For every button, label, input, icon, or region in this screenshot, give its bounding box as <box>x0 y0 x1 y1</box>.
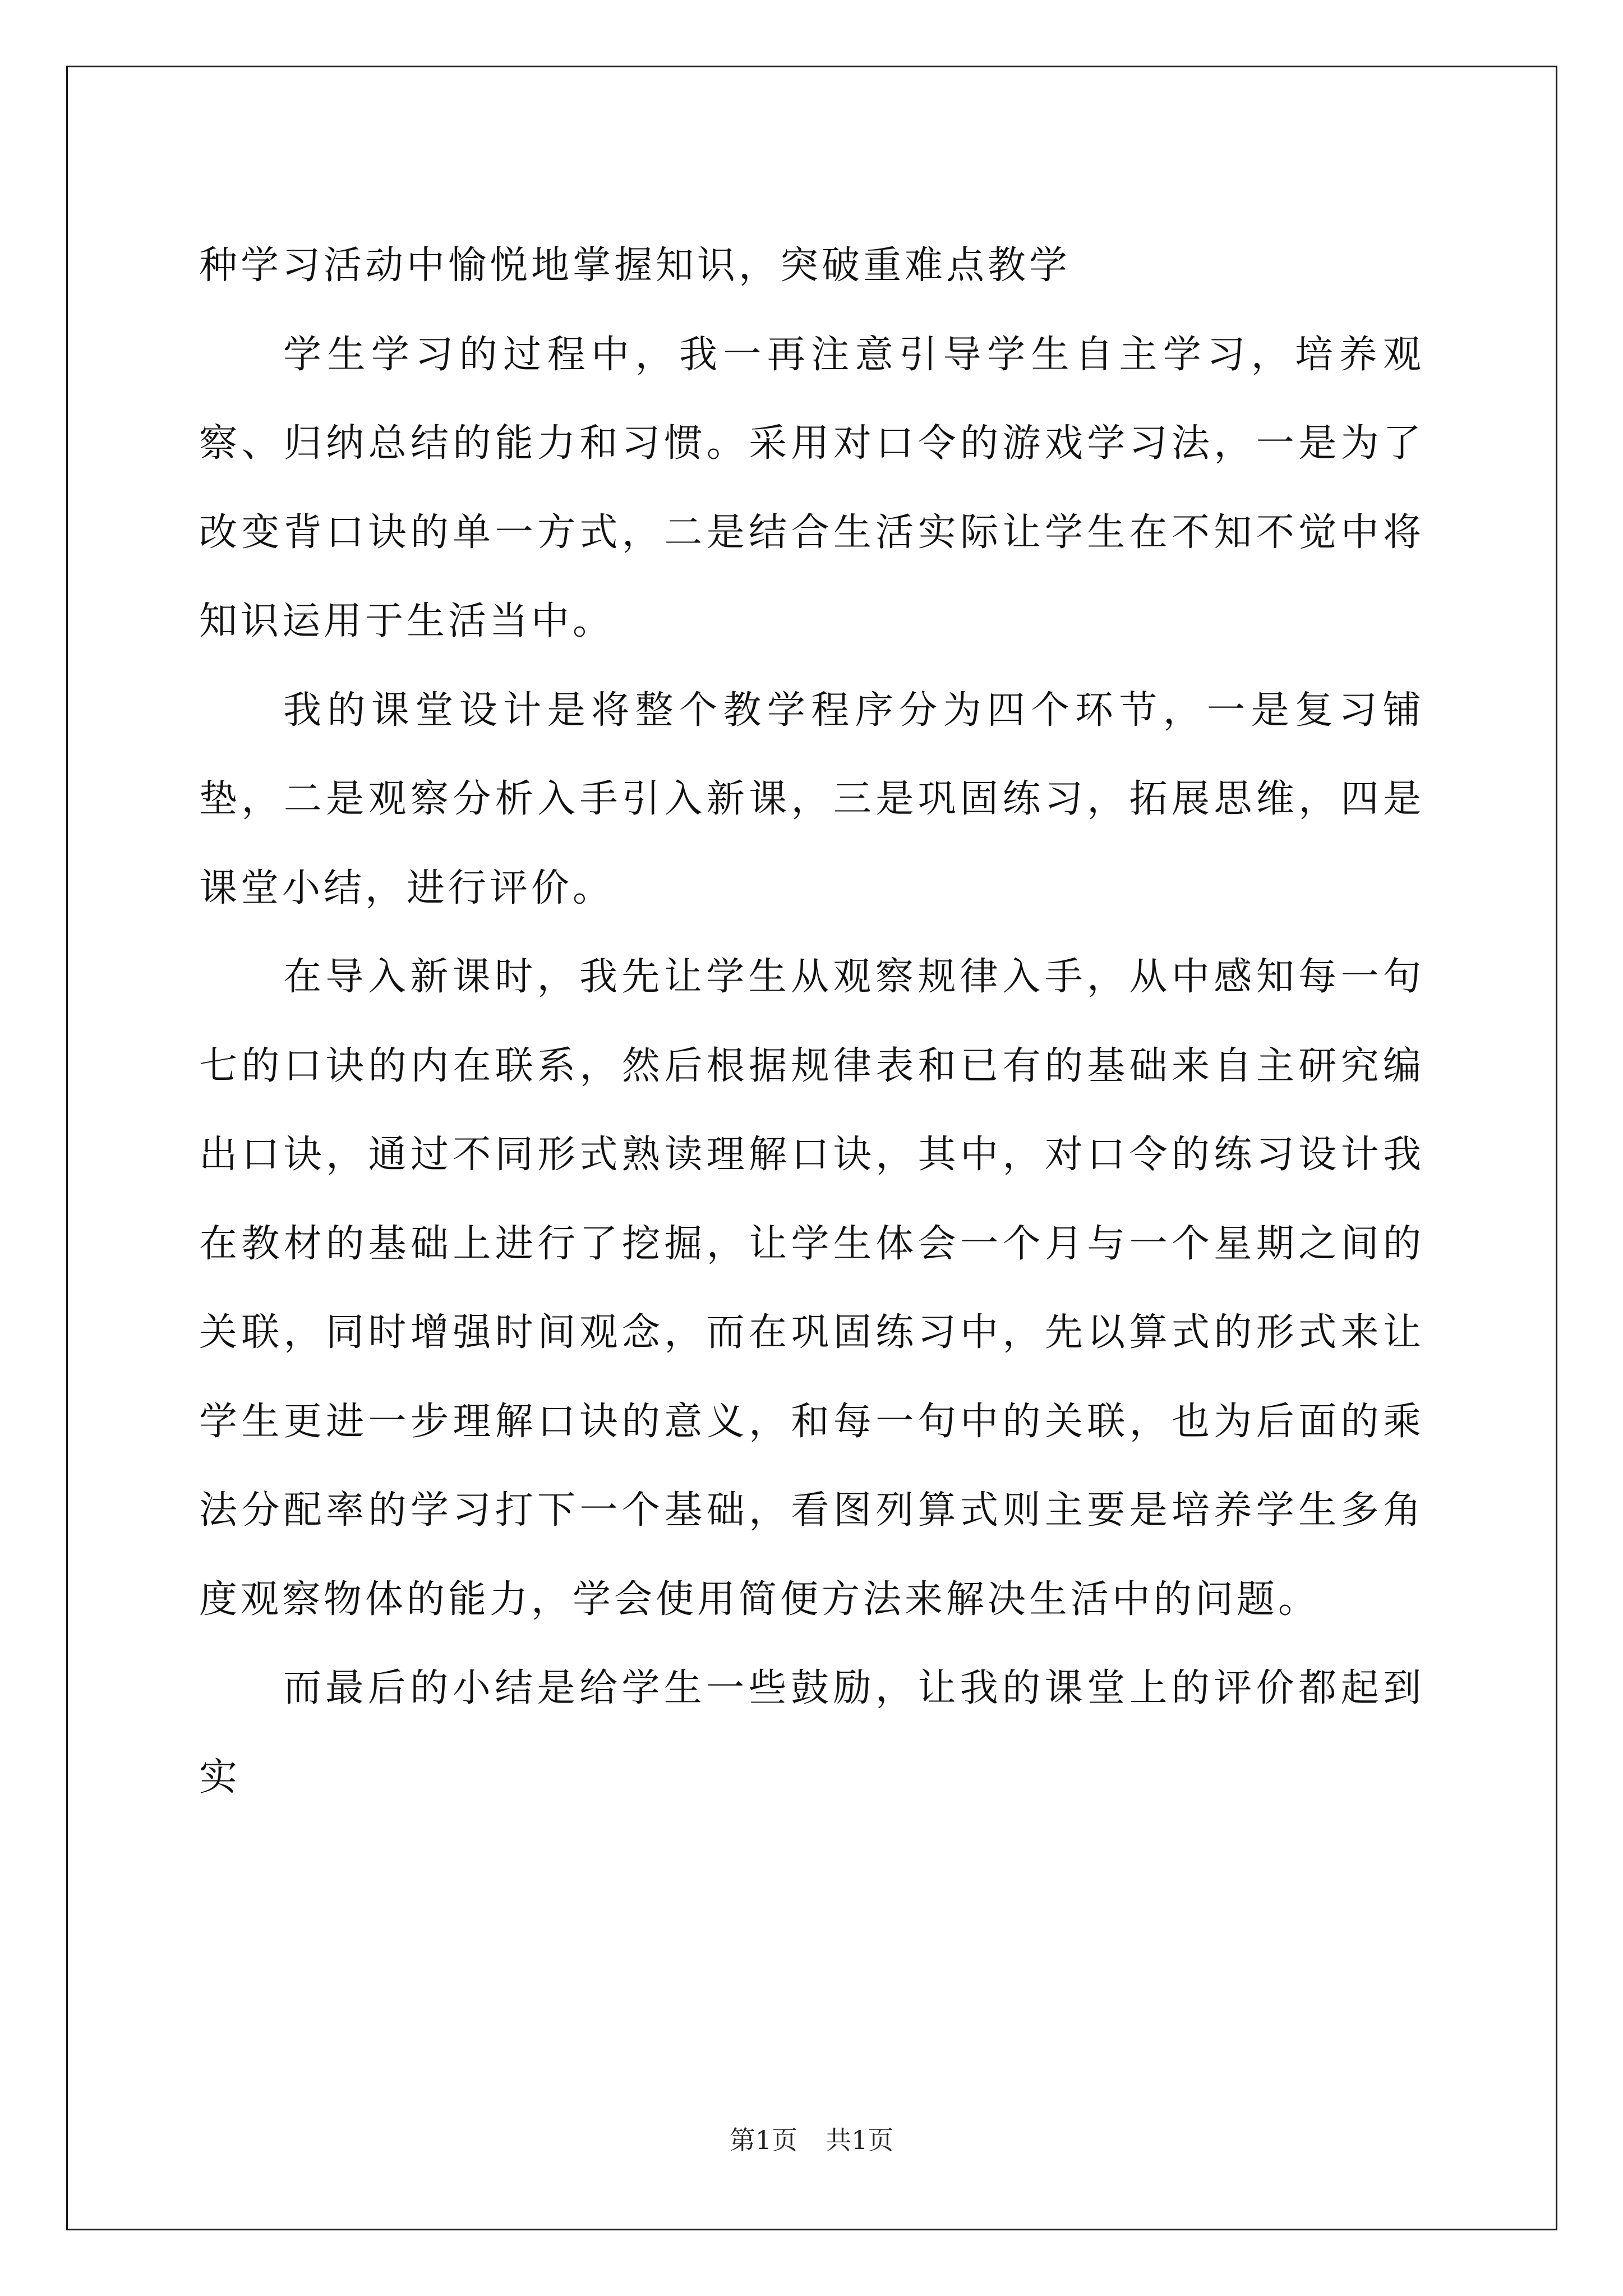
paragraph: 我的课堂设计是将整个教学程序分为四个环节，一是复习铺垫，二是观察分析入手引入新课，三是巩固练习，拓展思维，四是课堂小结，进行评价。 <box>199 688 1424 910</box>
document-body <box>199 222 1424 1822</box>
paragraph-continued: 种学习活动中愉悦地掌握知识，突破重难点教学 <box>199 243 1071 288</box>
paragraph: 而最后的小结是给学生一些鼓励，让我的课堂上的评价都起到实 <box>199 1666 1424 1800</box>
page-total: 共1页 <box>826 2125 894 2155</box>
paragraph: 学生学习的过程中，我一再注意引导学生自主学习，培养观察、归纳总结的能力和习惯。采用对口令的游戏学习法，一是为了改变背口诀的单一方式，二是结合生活实际让学生在不知不觉中将知识运用于生活当中。 <box>199 332 1424 643</box>
page-number: 第1页 <box>729 2125 797 2155</box>
page-footer <box>0 2123 1623 2157</box>
paragraph: 在导入新课时，我先让学生从观察规律入手，从中感知每一句七的口诀的内在联系，然后根据规律表和已有的基础来自主研究编出口诀，通过不同形式熟读理解口诀，其中，对口令的练习设计我在教材的基础上进行了挖掘，让学生体会一个月与一个星期之间的关联，同时增强时间观念，而在巩固练习中，先以算式的形式来让学生更进一步理解口诀的意义，和每一句中的关联，也为后面的乘法分配率的学习打下一个基础，看图列算式则主要是培养学生多角度观察物体的能力，学会使用简便方法来解决生活中的问题。 <box>199 955 1424 1622</box>
